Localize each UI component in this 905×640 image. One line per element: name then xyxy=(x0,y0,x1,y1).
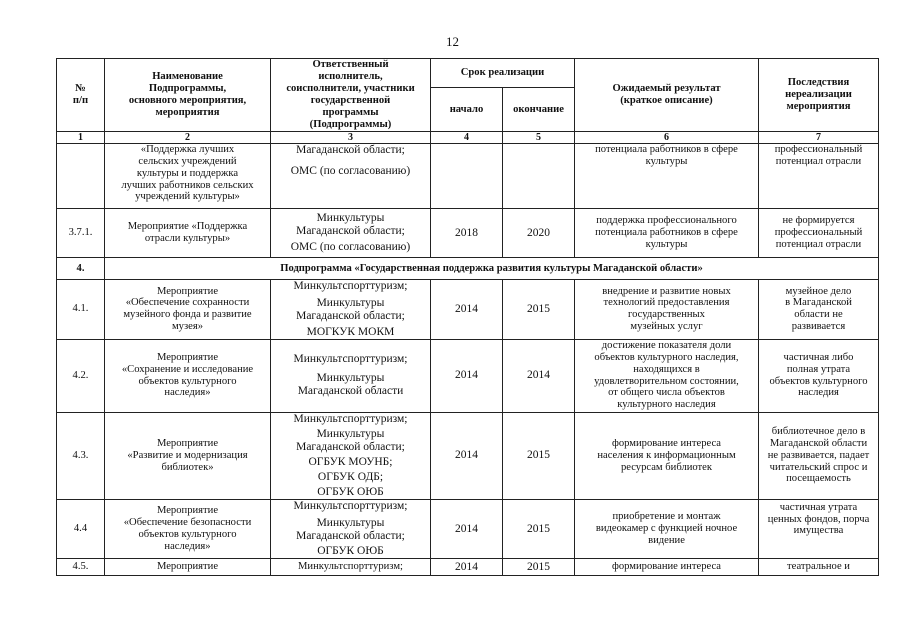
header-result: Ожидаемый результат (краткое описание) xyxy=(575,59,759,132)
row-consequences: музейное дело в Магаданской области не развивается xyxy=(759,280,879,340)
col-number: 7 xyxy=(759,132,879,144)
row-num: 4.5. xyxy=(57,559,105,576)
row-start xyxy=(431,144,503,209)
row-name: Мероприятие «Развитие и модернизация библиотек» xyxy=(105,412,271,499)
section-row xyxy=(57,258,879,280)
header-name: Наименование Подпрограммы, основного мероприятия, мероприятия xyxy=(105,59,271,132)
row-end: 2015 xyxy=(503,559,575,576)
col-number: 1 xyxy=(57,132,105,144)
row-consequences: театральное и xyxy=(759,559,879,576)
page-number: 12 xyxy=(446,34,459,49)
row-responsible: Минкультспорттуризм; Минкультуры Магаданской области xyxy=(271,339,431,412)
row-consequences: библиотечное дело в Магаданской области не развивается, падает читательский спрос и посещаемость xyxy=(759,412,879,499)
row-result: приобретение и монтаж видеокамер с функцией ночное видение xyxy=(575,499,759,559)
row-result: потенциала работников в сфере культуры xyxy=(575,144,759,209)
table-row xyxy=(57,559,879,576)
row-end xyxy=(503,144,575,209)
row-consequences: частичная либо полная утрата объектов культурного наследия xyxy=(759,339,879,412)
row-consequences: профессиональный потенциал отрасли xyxy=(759,144,879,209)
row-name: Мероприятие xyxy=(105,559,271,576)
row-start: 2014 xyxy=(431,339,503,412)
row-start: 2018 xyxy=(431,209,503,258)
col-number: 3 xyxy=(271,132,431,144)
table-row xyxy=(57,339,879,412)
row-result: поддержка профессионального потенциала работников в сфере культуры xyxy=(575,209,759,258)
row-end: 2015 xyxy=(503,499,575,559)
row-num: 4.3. xyxy=(57,412,105,499)
row-responsible: Минкультспорттуризм; xyxy=(271,559,431,576)
row-start: 2014 xyxy=(431,412,503,499)
row-responsible: Минкультуры Магаданской области; ОМС (по согласованию) xyxy=(271,209,431,258)
row-end: 2014 xyxy=(503,339,575,412)
col-number: 5 xyxy=(503,132,575,144)
row-start: 2014 xyxy=(431,280,503,340)
table-row xyxy=(57,412,879,499)
header-start: начало xyxy=(431,88,503,132)
section-title: Подпрограмма «Государственная поддержка развития культуры Магаданской области» xyxy=(105,258,879,280)
row-responsible: Магаданской области; ОМС (по согласованию) xyxy=(271,144,431,209)
row-name: Мероприятие «Обеспечение сохранности музейного фонда и развитие музея» xyxy=(105,280,271,340)
header-consequences: Последствия нереализации мероприятия xyxy=(759,59,879,132)
row-num xyxy=(57,144,105,209)
header-responsible: Ответственный исполнитель, соисполнители, участники государственной программы (Подпрограммы) xyxy=(271,59,431,132)
row-name: «Поддержка лучших сельских учреждений культуры и поддержка лучших работников сельских учреждений культуры» xyxy=(105,144,271,209)
row-result: внедрение и развитие новых технологий предоставления государственных музейных услуг xyxy=(575,280,759,340)
row-responsible: Минкультспорттуризм; Минкультуры Магаданской области; ОГБУК ОЮБ xyxy=(271,499,431,559)
row-result: формирование интереса населения к информационным ресурсам библиотек xyxy=(575,412,759,499)
col-number: 6 xyxy=(575,132,759,144)
row-num: 4.1. xyxy=(57,280,105,340)
row-end: 2015 xyxy=(503,280,575,340)
header-end: окончание xyxy=(503,88,575,132)
row-name: Мероприятие «Поддержка отрасли культуры» xyxy=(105,209,271,258)
row-end: 2015 xyxy=(503,412,575,499)
row-start: 2014 xyxy=(431,499,503,559)
row-name: Мероприятие «Обеспечение безопасности объектов культурного наследия» xyxy=(105,499,271,559)
program-table xyxy=(56,58,879,576)
row-consequences: частичная утрата ценных фондов, порча имущества xyxy=(759,499,879,559)
row-result: достижение показателя доли объектов культурного наследия, находящихся в удовлетворительном состоянии, от общего числа объектов культурного наследия xyxy=(575,339,759,412)
row-start: 2014 xyxy=(431,559,503,576)
row-result: формирование интереса xyxy=(575,559,759,576)
table-row xyxy=(57,280,879,340)
header-num: № п/п xyxy=(57,59,105,132)
row-name: Мероприятие «Сохранение и исследование объектов культурного наследия» xyxy=(105,339,271,412)
col-number: 4 xyxy=(431,132,503,144)
header-period: Срок реализации xyxy=(431,59,575,88)
table-row xyxy=(57,209,879,258)
section-num: 4. xyxy=(57,258,105,280)
row-responsible: Минкультспорттуризм; Минкультуры Магаданской области; ОГБУК МОУНБ; ОГБУК ОДБ; ОГБУК ОЮБ xyxy=(271,412,431,499)
row-consequences: не формируется профессиональный потенциал отрасли xyxy=(759,209,879,258)
row-num: 4.4 xyxy=(57,499,105,559)
column-number-row xyxy=(57,132,879,144)
table-row xyxy=(57,499,879,559)
col-number: 2 xyxy=(105,132,271,144)
table-row xyxy=(57,144,879,209)
row-num: 3.7.1. xyxy=(57,209,105,258)
row-responsible: Минкультспорттуризм; Минкультуры Магаданской области; МОГКУК МОКМ xyxy=(271,280,431,340)
row-end: 2020 xyxy=(503,209,575,258)
row-num: 4.2. xyxy=(57,339,105,412)
